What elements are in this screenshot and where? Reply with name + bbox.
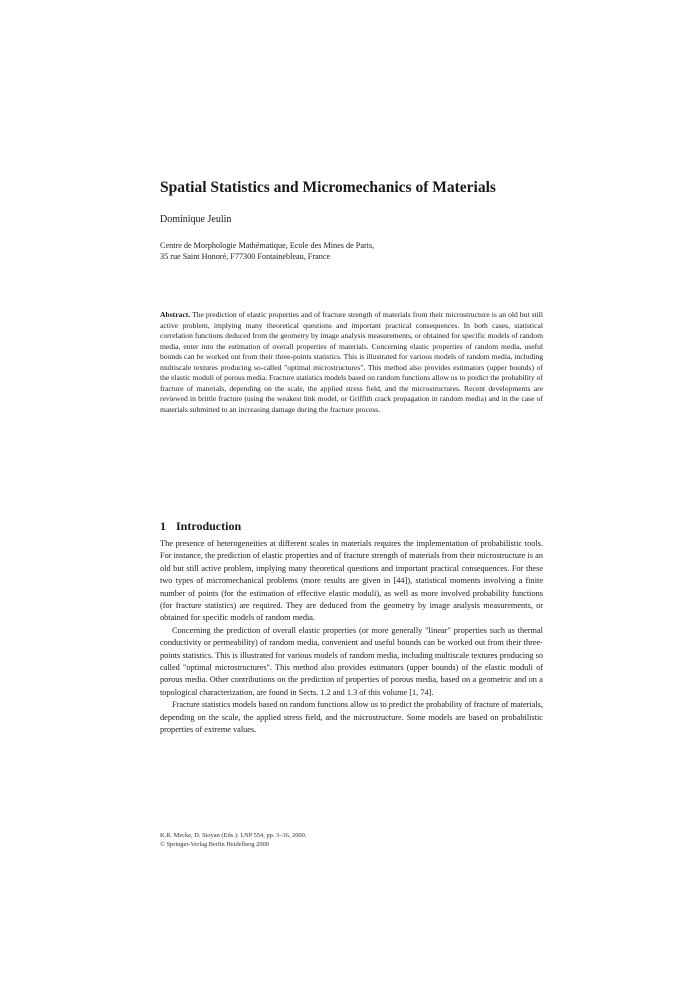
body-paragraph: Fracture statistics models based on random functions allow us to predict the probability of fracture of materials, depending on the scale, the applied stress field, and the microstructure. Some models are based on probabilistic properties of extreme values.: [160, 700, 543, 735]
author-name: Dominique Jeulin: [160, 214, 232, 225]
affiliation-line: 35 rue Saint Honoré, F77300 Fontainebleau, France: [160, 252, 331, 261]
section-number: 1: [160, 518, 166, 533]
section-title: Introduction: [176, 518, 242, 533]
body-paragraph: Concerning the prediction of overall elastic properties (or more generally "linear" properties such as thermal conductivity or permeability) of random media, convenient and useful bounds can be worked out from their three-points statistics. This is illustrated for various models of random media, including multiscale textures producing so called "optimal microstructures". This method also provides estimators (upper bounds) of the elastic moduli of porous media. Other contributions on the prediction of properties of porous media, based on a geometric and on a topological characterization, are found in Sects. 1.2 and 1.3 of this volume [1, 74].: [160, 625, 543, 697]
abstract-label: Abstract.: [160, 310, 191, 319]
paper-title: Spatial Statistics and Micromechanics of Materials: [160, 179, 496, 197]
abstract-text: The prediction of elastic properties and of fracture strength of materials from their microstructure is an old but still active problem, implying many theoretical questions and important practical consequences. In both cases, statistical correlation functions deduced from the geometry by image analysis measurements, or obtained for specific models of random media, enter into the estimation of overall properties of materials. Concerning elastic properties of random media, useful bounds can be worked out from their three-points statistics. This is illustrated for various models of random media, including multiscale textures producing so-called "optimal microstructures". This method also provides estimators (upper bounds) of the elastic moduli of porous media. Fracture statistics models based on random functions allow us to predict the probability of fracture of materials, depending on the scale, the applied stress field, and the microstructures. Recent developments are reviewed in brittle fracture (using the weakest link model, or Griffith crack propagation in random media) and in the case of materials submitted to an increasing damage during the fracture process.: [160, 310, 543, 414]
section-heading: [160, 519, 241, 534]
section-body: [160, 538, 543, 737]
page-footer: [160, 832, 543, 849]
affiliation-line: Centre de Morphologie Mathématique, Ecole des Mines de Paris,: [160, 241, 375, 250]
body-paragraph: The presence of heterogeneities at different scales in materials requires the implementation of probabilistic tools. For instance, the prediction of elastic properties and of fracture strength of materials from their microstructure is an old but still active problem, implying many theoretical questions and important practical consequences. For these two types of micromechanical problems (more results are given in [44]), statistical moments involving a finite number of points (for the estimation of effective elastic moduli), as well as more involved probability functions (for fracture statistics) are required. They are deduced from the geometry by image analysis measurements, or obtained for specific models of random media.: [160, 539, 543, 623]
author-affiliation: [160, 240, 543, 262]
abstract: [160, 310, 543, 415]
footer-citation: K.R. Mecke, D. Stoyan (Eds.): LNP 554, pp. 3–36, 2000.: [160, 832, 307, 839]
footer-copyright: © Springer-Verlag Berlin Heidelberg 2000: [160, 840, 269, 848]
